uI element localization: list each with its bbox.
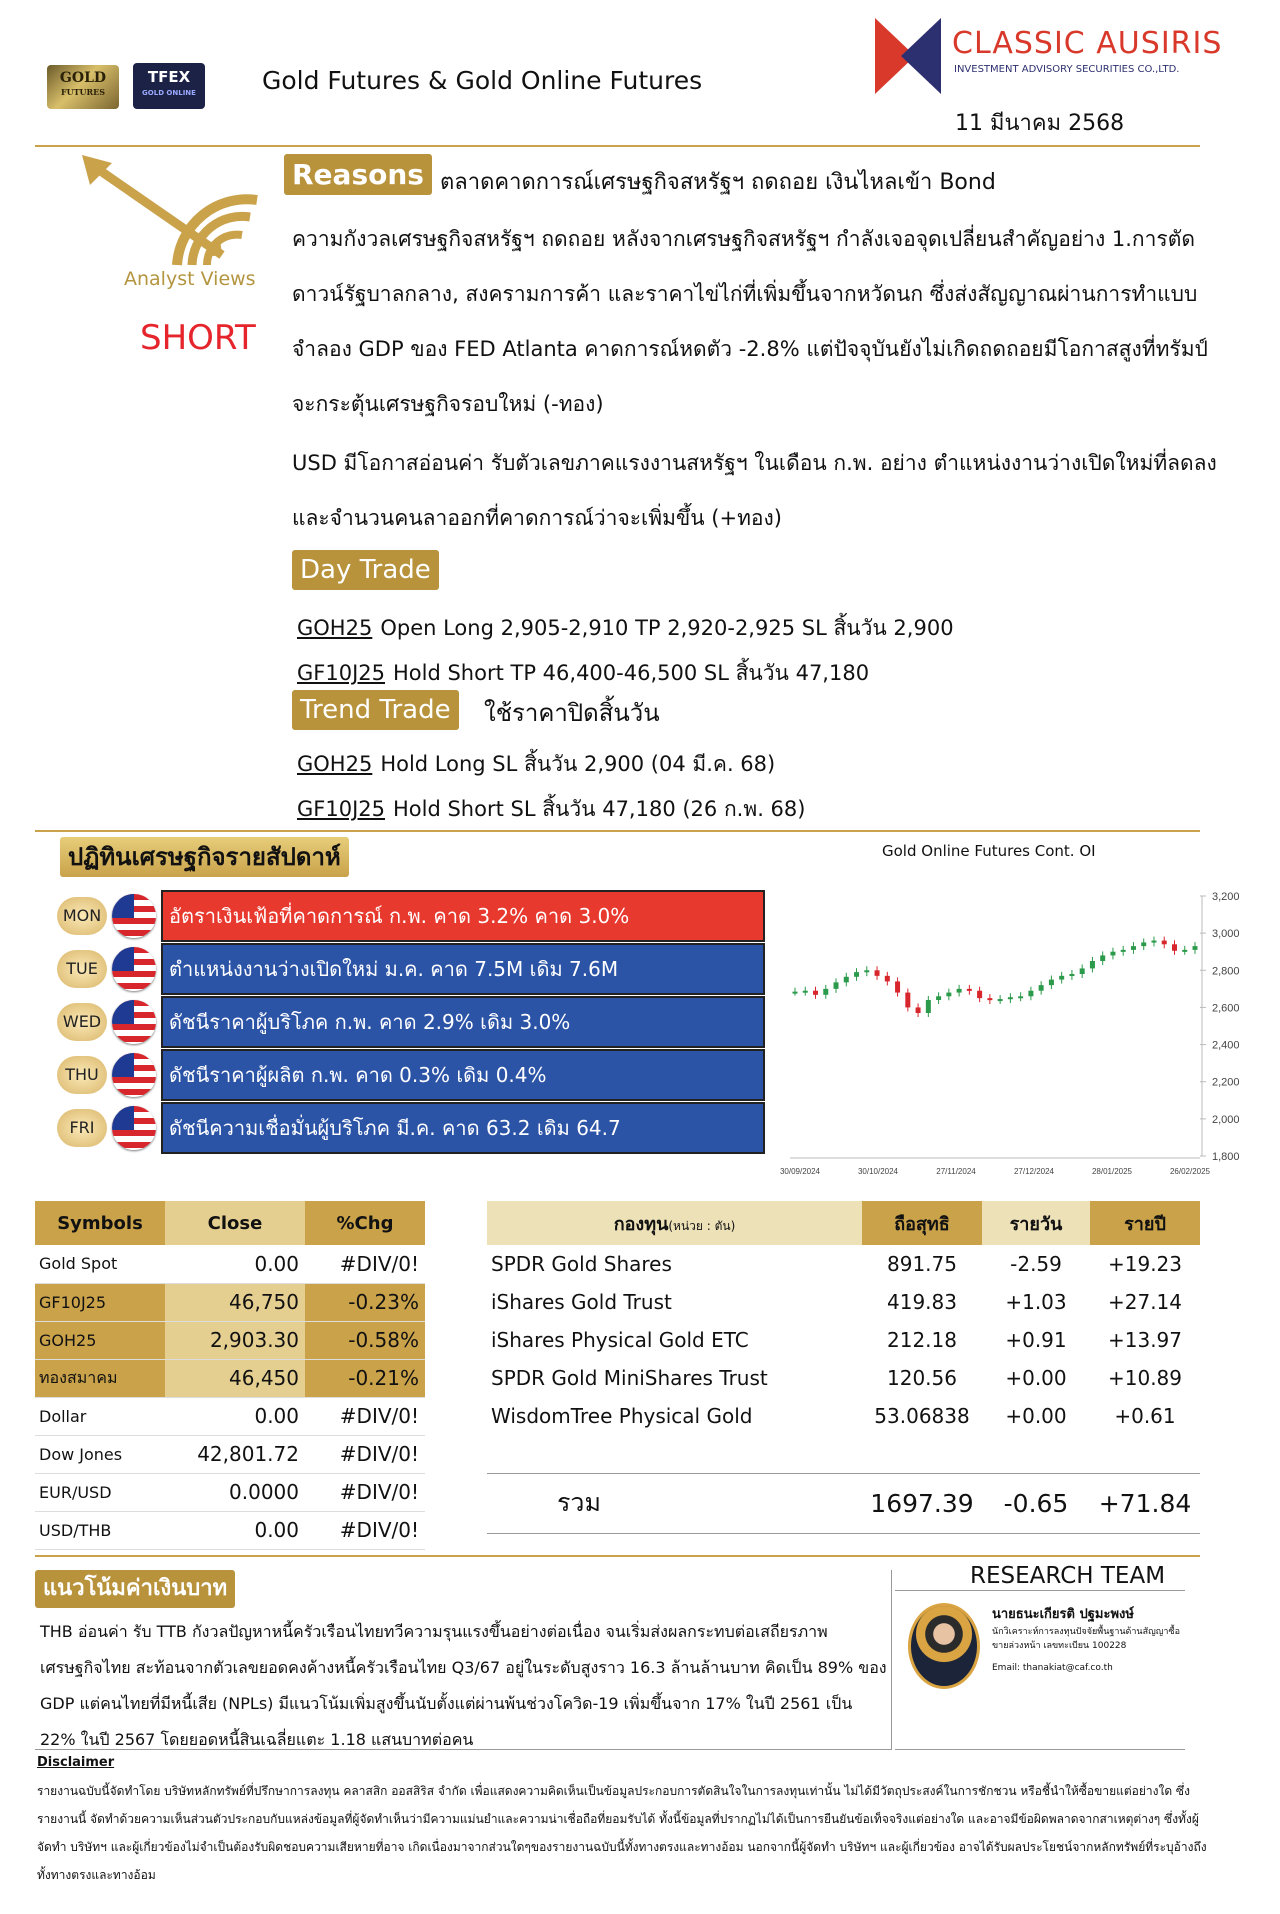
candle-body [1172,944,1177,951]
calendar-row [55,890,765,940]
candle-body [957,989,962,993]
candle-body [844,977,849,983]
fund-daily: -2.59 [1010,1252,1062,1276]
trade-text: Hold Short SL สิ้นวัน 47,180 (26 ก.พ. 68) [393,797,806,821]
fund-total-net: 1697.39 [862,1473,982,1533]
candle-body [885,976,890,982]
fund-net: 419.83 [887,1290,957,1314]
calendar-event: อัตราเงินเฟ้อที่คาดการณ์ ก.พ. คาด 3.2% คาด 3.0% [161,890,765,942]
candle-body [905,993,910,1008]
market-symbol: ทองสมาคม [35,1359,165,1397]
market-chg: -0.23% [305,1283,425,1321]
x-tick-label: 26/02/2025 [1169,1167,1211,1176]
candle-body [1182,950,1187,952]
candle-body [875,970,880,976]
fund-name: iShares Gold Trust [491,1290,672,1314]
y-tick-label: 2,600 [1212,1002,1240,1015]
x-tick-label: 30/09/2024 [779,1167,821,1176]
candle-body [936,996,941,1000]
us-flag-icon [112,1000,156,1044]
brand-subtitle: INVESTMENT ADVISORY SECURITIES CO.,LTD. [954,64,1180,75]
fund-spacer-row [487,1435,1200,1473]
y-tick-label: 3,000 [1212,928,1240,941]
market-chg: -0.58% [305,1321,425,1359]
trade-text: Open Long 2,905-2,910 TP 2,920-2,925 SL สิ้นวัน 2,900 [380,616,954,640]
y-tick-label: 2,400 [1212,1039,1240,1052]
gold-logo-sub: FUTURES [60,87,106,97]
market-close: 2,903.30 [165,1321,305,1359]
tfex-logo-text: TFEX [147,68,191,86]
day-trade-line [297,657,869,690]
market-chg: -0.21% [305,1359,425,1397]
candle-body [1131,946,1136,950]
fund-name: SPDR Gold Shares [491,1252,672,1276]
gold-logo-text: GOLD [59,70,107,86]
fund-yearly: +27.14 [1107,1290,1182,1314]
trade-text: Hold Short TP 46,400-46,500 SL สิ้นวัน 47,180 [393,661,870,685]
y-tick-label: 2,000 [1212,1113,1240,1126]
market-symbol: EUR/USD [35,1473,165,1511]
analyst-email: Email: thanakiat@caf.co.th [992,1663,1113,1673]
gold-futures-logo [47,65,119,109]
gold-oi-chart [770,880,1240,1180]
x-tick-label: 28/01/2025 [1091,1167,1133,1176]
classic-ausiris-logo-icon [875,18,941,94]
trend-trade-line [297,748,775,781]
market-row [35,1511,425,1549]
market-symbol: Dollar [35,1397,165,1435]
candle-body [895,981,900,992]
section-divider [35,830,1200,832]
fund-row [487,1359,1200,1397]
analyst-view-signal: SHORT [140,318,256,358]
fund-net: 120.56 [887,1366,957,1390]
fund-net: 212.18 [887,1328,957,1352]
baht-trend-text: THB อ่อนค่า รับ TTB กังวลปัญหาหนี้ครัวเรือนไทยทวีความรุนแรงขึ้นอย่างต่อเนื่อง จนเริ่มส่งผลกระทบต่อเสถียรภาพเศรษฐกิจไทย สะท้อนจากตัวเลขยอดคงค้างหนี้ครัวเรือนไทย Q3/67 อยู่ในระดับสูงราว 16.3 ล้านล้านบาท คิดเป็น 89% ของ GDP แต่คนไทยที่มีหนี้เสีย (NPLs) มีแนวโน้มเพิ่มสูงขึ้นนับตั้งแต่ผ่านพ้นช่วงโควิด-19 เพิ่มขึ้นจาก 17% ในปี 2561 เป็น 22% ในปี 2567 โดยยอดหนี้สินเฉลี่ยแตะ 1.18 แสนบาทต่อคน [40,1622,887,1749]
y-tick-label: 1,800 [1212,1151,1240,1163]
disclaimer-text: รายงานฉบับนี้จัดทำโดย บริษัทหลักทรัพย์ที่ปรึกษาการลงทุน คลาสสิก ออสสิริส จำกัด เพื่อแสดงความคิดเห็นเป็นข้อมูลประกอบการตัดสินใจในการลงทุนเท่านั้น ไม่ได้มีวัตถุประสงค์ในการชักชวน หรือชี้นำให้ซื้อขายแต่อย่างใด ซึ่งรายงานนี้ จัดทำด้วยความเห็นส่วนตัวประกอบกับแหล่งข้อมูลที่ผู้จัดทำเห็นว่ามีความแม่นยำและความน่าเชื่อถือที่ยอมรับได้ ทั้งนี้ข้อมูลที่ปรากฏไม่ได้เป็นการยืนยันข้อเท็จจริงแต่อย่างใด และอาจมีข้อผิดพลาดจากสาเหตุต่างๆ ซึ่งทั้งผู้จัดทำ บริษัทฯ และผู้เกี่ยวข้องไม่จำเป็นต้องรับผิดชอบความเสียหายที่อาจ เกิดเนื่องมาจากส่วนใดๆของรายงานฉบับนี้ทั้งทางตรงและทางอ้อม นอกจากนี้ผู้จัดทำ บริษัทฯ และผู้เกี่ยวข้อง อาจได้รับผลประโยชน์จากหลักทรัพย์ที่ระบุอ้างถึงทั้งทางตรงและทางอ้อม [37,1784,1207,1882]
market-summary-table [35,1201,425,1550]
day-pill: MON [57,897,107,935]
calendar-row [55,943,765,993]
market-close: 0.00 [165,1397,305,1435]
gold-etf-holdings-table [487,1201,1200,1534]
fund-yearly: +13.97 [1107,1328,1182,1352]
candle-body [1162,941,1167,945]
candle-body [946,993,951,997]
fund-row [487,1283,1200,1321]
candle-body [803,991,808,993]
target-arrow-icon [82,155,272,275]
brand-name: CLASSIC AUSIRIS [952,26,1223,61]
analyst-avatar [908,1603,980,1689]
fund-row [487,1245,1200,1283]
candle-body [1121,950,1126,952]
candle-body [1080,968,1085,974]
calendar-row [55,1102,765,1152]
fund-total-label: รวม [487,1473,862,1533]
col-net: ถือสุทธิ [862,1201,982,1245]
day-trade-tag: Day Trade [292,550,439,590]
fund-daily: +1.03 [1005,1290,1067,1314]
reasons-headline: ตลาดคาดการณ์เศรษฐกิจสหรัฐฯ ถดถอย เงินไหลเข้า Bond [440,170,996,195]
fund-header-unit: (หน่วย : ตัน) [668,1218,736,1233]
candle-body [1028,991,1033,997]
day-pill: WED [57,1003,107,1041]
trend-trade-note: ใช้ราคาปิดสิ้นวัน [484,699,660,727]
fund-row [487,1397,1200,1435]
report-header [0,0,1280,145]
calendar-row [55,996,765,1046]
col-chg: %Chg [305,1201,425,1245]
col-symbols: Symbols [35,1201,165,1245]
candle-body [823,989,828,995]
report-date: 11 มีนาคม 2568 [955,111,1125,136]
col-daily: รายวัน [982,1201,1090,1245]
us-flag-icon [112,947,156,991]
trade-symbol: GOH25 [297,616,373,640]
calendar-event: ดัชนีราคาผู้บริโภค ก.พ. คาด 2.9% เดิม 3.0% [161,996,765,1048]
fund-yearly: +19.23 [1107,1252,1182,1276]
market-chg: #DIV/0! [305,1435,425,1473]
candle-body [1069,974,1074,976]
section-divider [35,1555,1200,1557]
fund-total-daily: -0.65 [982,1473,1090,1533]
fund-net: 891.75 [887,1252,957,1276]
candle-body [1193,946,1198,950]
analyst-role: นักวิเคราะห์การลงทุนปัจจัยพื้นฐานด้านสัญญาซื้อขายล่วงหน้า เลขทะเบียน 100228 [992,1627,1180,1651]
fund-name: WisdomTree Physical Gold [491,1404,753,1428]
candle-body [998,999,1003,1001]
calendar-event: ดัชนีความเชื่อมั่นผู้บริโภค มี.ค. คาด 63.2 เดิม 64.7 [161,1102,765,1154]
candle-body [1151,941,1156,943]
tfex-logo-sub: GOLD ONLINE [142,89,196,97]
market-row [35,1321,425,1359]
fund-total-row [487,1473,1200,1533]
candle-body [1141,942,1146,946]
header-divider [35,145,1200,147]
market-symbol: Dow Jones [35,1435,165,1473]
us-flag-icon [112,894,156,938]
col-fund-name [487,1201,862,1245]
x-tick-label: 27/12/2024 [1013,1167,1055,1176]
y-tick-label: 2,200 [1212,1076,1240,1089]
market-row [35,1245,425,1283]
market-symbol: Gold Spot [35,1245,165,1283]
disclaimer-title: Disclaimer [37,1755,115,1770]
chart-title: Gold Online Futures Cont. OI [882,842,1096,860]
fund-yearly: +10.89 [1107,1366,1182,1390]
candle-body [1059,976,1064,980]
col-yearly: รายปี [1090,1201,1200,1245]
fund-total-yearly: +71.84 [1090,1473,1200,1533]
candle-body [834,982,839,989]
market-close: 0.00 [165,1511,305,1549]
calendar-event: ตำแหน่งงานว่างเปิดใหม่ ม.ค. คาด 7.5M เดิม 7.6M [161,943,765,995]
market-row [35,1397,425,1435]
candle-body [1018,996,1023,998]
fund-name: iShares Physical Gold ETC [491,1328,749,1352]
fund-name: SPDR Gold MiniShares Trust [491,1366,768,1390]
trend-trade-line [297,793,805,826]
candle-body [987,998,992,1000]
day-pill: FRI [57,1109,107,1147]
fund-daily: +0.91 [1005,1328,1067,1352]
candle-body [967,989,972,991]
candle-body [1008,997,1013,999]
market-chg: #DIV/0! [305,1397,425,1435]
reasons-paragraph-1: ความกังวลเศรษฐกิจสหรัฐฯ ถดถอย หลังจากเศรษฐกิจสหรัฐฯ กำลังเจอจุดเปลี่ยนสำคัญอย่าง 1.การตัดดาวน์รัฐบาลกลาง, สงครามการค้า และราคาไข่ไก่ที่เพิ่มขึ้นจากหวัดนก ซึ่งส่งสัญญาณผ่านการทำแบบจำลอง GDP ของ FED Atlanta คาดการณ์หดตัว -2.8% แต่ปัจจุบันยังไม่เกิดถดถอยมีโอกาสสูงที่ทรัมป์จะกระตุ้นเศรษฐกิจรอบใหม่ (-ทอง) [292,227,1208,416]
market-close: 46,750 [165,1283,305,1321]
market-close: 42,801.72 [165,1435,305,1473]
fund-daily: +0.00 [1005,1404,1067,1428]
fund-yearly: +0.61 [1114,1404,1176,1428]
reasons-paragraph-2: USD มีโอกาสอ่อนค่า รับตัวเลขภาคแรงงานสหรัฐฯ ในเดือน ก.พ. อย่าง ตำแหน่งงานว่างเปิดใหม่ที่ลดลง และจำนวนคนลาออกที่คาดการณ์ว่าจะเพิ่มขึ้น (+ทอง) [292,451,1217,530]
market-row [35,1473,425,1511]
market-chg: #DIV/0! [305,1473,425,1511]
y-tick-label: 3,200 [1212,891,1240,903]
fund-daily: +0.00 [1005,1366,1067,1390]
col-close: Close [165,1201,305,1245]
candle-body [916,1007,921,1013]
trade-symbol: GF10J25 [297,797,385,821]
trend-trade-tag: Trend Trade [292,690,459,730]
tfex-logo [133,63,205,109]
fund-table-header [487,1201,1200,1245]
candle-body [1090,961,1095,968]
x-tick-label: 27/11/2024 [936,1167,976,1176]
economic-calendar-tag: ปฏิทินเศรษฐกิจรายสัปดาห์ [60,837,349,877]
calendar-event: ดัชนีราคาผู้ผลิต ก.พ. คาด 0.3% เดิม 0.4% [161,1049,765,1101]
calendar-row [55,1049,765,1099]
market-row [35,1359,425,1397]
candle-body [813,991,818,995]
trade-text: Hold Long SL สิ้นวัน 2,900 (04 มี.ค. 68) [380,752,776,776]
market-table-header [35,1201,425,1245]
x-tick-label: 30/10/2024 [857,1167,899,1176]
baht-trend-tag: แนวโน้มค่าเงินบาท [35,1570,235,1608]
report-title: Gold Futures & Gold Online Futures [262,66,703,95]
candle-body [1039,985,1044,991]
market-symbol: GOH25 [35,1321,165,1359]
analyst-name: นายธนะเกียรติ ปฐมะพงษ์ [992,1607,1134,1622]
y-tick-label: 2,800 [1212,965,1240,978]
us-flag-icon [112,1106,156,1150]
trade-symbol: GOH25 [297,752,373,776]
reasons-tag: Reasons [284,154,432,195]
day-trade-line [297,612,954,645]
market-symbol: USD/THB [35,1511,165,1549]
candle-body [864,970,869,972]
fund-header-name: กองทุน [613,1213,669,1235]
candle-body [854,972,859,977]
market-close: 46,450 [165,1359,305,1397]
market-chg: #DIV/0! [305,1245,425,1283]
day-pill: TUE [57,950,107,988]
market-row [35,1435,425,1473]
candle-body [977,991,982,998]
market-symbol: GF10J25 [35,1283,165,1321]
candle-body [1110,952,1115,956]
fund-net: 53.06838 [874,1404,970,1428]
market-close: 0.0000 [165,1473,305,1511]
candle-body [1100,955,1105,961]
candle-body [1049,980,1054,986]
trade-symbol: GF10J25 [297,661,385,685]
research-team-title: RESEARCH TEAM [970,1563,1166,1589]
candle-body [926,1000,931,1013]
fund-row [487,1321,1200,1359]
analyst-views-label: Analyst Views [124,268,256,290]
day-pill: THU [57,1056,107,1094]
market-chg: #DIV/0! [305,1511,425,1549]
market-close: 0.00 [165,1245,305,1283]
candle-body [793,992,798,994]
market-row [35,1283,425,1321]
us-flag-icon [112,1053,156,1097]
